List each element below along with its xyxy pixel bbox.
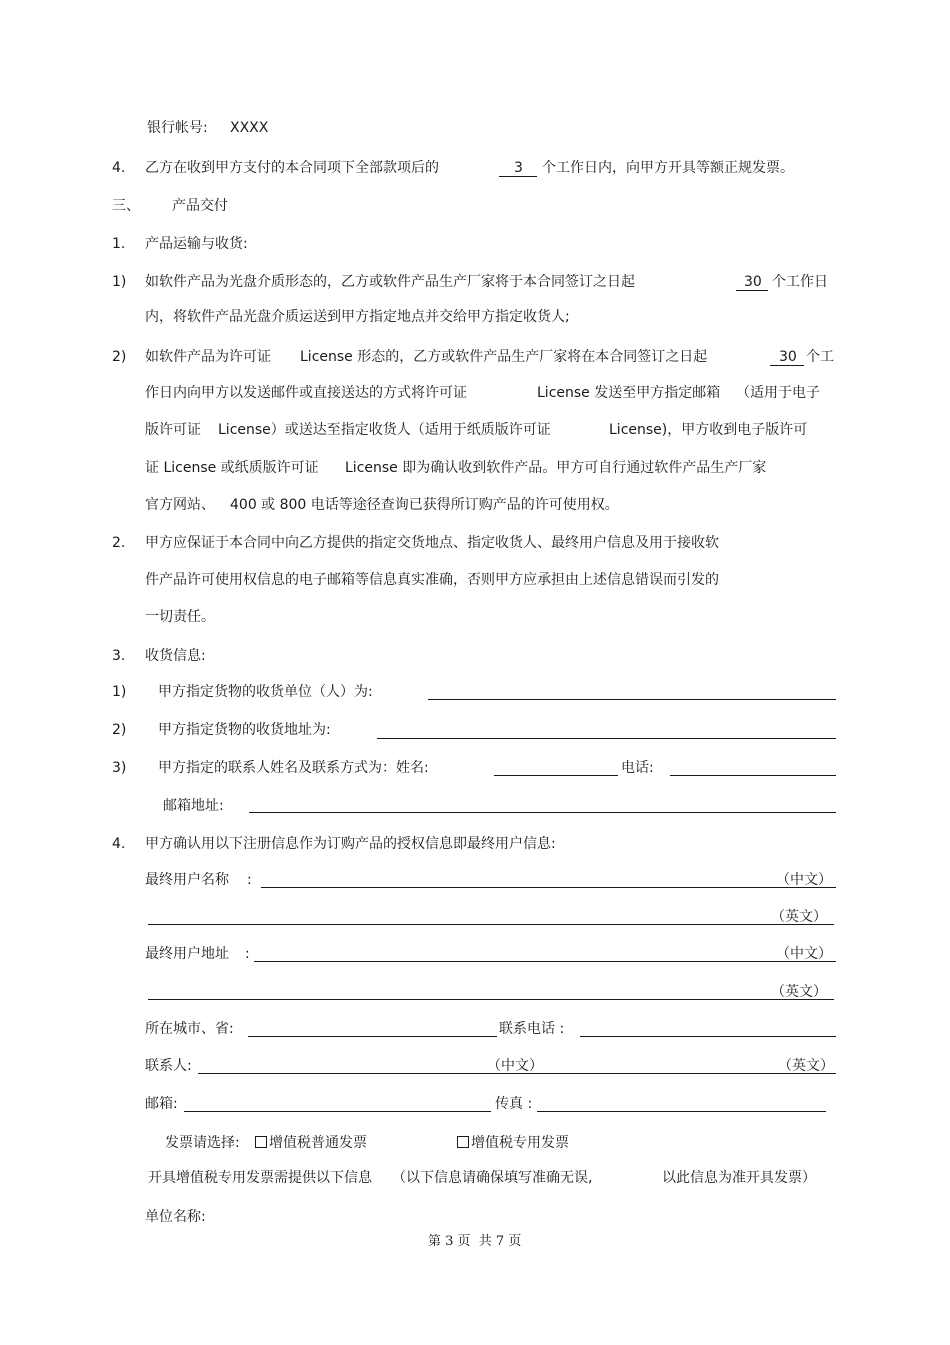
invoice-option-normal-label: 增值税普通发票: [269, 1135, 367, 1151]
enduser-name-cn-field[interactable]: [261, 887, 836, 888]
contact-label: 联系人:: [145, 1058, 192, 1074]
underline: [499, 176, 537, 177]
fax-field[interactable]: [537, 1111, 826, 1112]
invoice-terms-text: 乙方在收到甲方支付的本合同项下全部款项后的: [145, 160, 439, 176]
enduser-name-label: 最终用户名称: [145, 872, 229, 888]
contact-name-label: 甲方指定的联系人姓名及联系方式为：姓名:: [158, 760, 429, 776]
disc-text-2: 内，将软件产品光盘介质运送到甲方指定地点并交给甲方指定收货人;: [145, 309, 570, 325]
license-text: 个工: [806, 349, 834, 365]
license-text: License 发送至甲方指定邮箱: [537, 385, 721, 401]
license-days: 30: [779, 349, 797, 365]
english-tag: （英文）: [771, 909, 827, 925]
address-field[interactable]: [377, 738, 836, 739]
colon: :: [245, 946, 250, 962]
chinese-tag: （中文）: [487, 1058, 543, 1074]
address-label: 甲方指定货物的收货地址为:: [158, 722, 331, 738]
english-tag: （英文）: [771, 984, 827, 1000]
phone-field[interactable]: [670, 775, 836, 776]
fax-label: 传真 :: [495, 1096, 533, 1112]
contact-name-field[interactable]: [494, 775, 618, 776]
invoice-option-special[interactable]: [457, 1134, 569, 1152]
enduser-address-label: 最终用户地址: [145, 946, 229, 962]
sub-item-number: 1): [112, 684, 127, 700]
guarantee-text: 甲方应保证于本合同中向乙方提供的指定交货地点、指定收货人、最终用户信息及用于接收软: [145, 535, 719, 551]
english-tag: （英文）: [778, 1058, 834, 1074]
city-label: 所在城市、省:: [145, 1021, 234, 1037]
enduser-name-en-field[interactable]: [148, 924, 834, 925]
sub-item-number: 3): [112, 760, 127, 776]
item-number: 4.: [112, 836, 126, 852]
invoice-note: （以下信息请确保填写准确无误,: [392, 1170, 593, 1186]
city-field[interactable]: [248, 1036, 497, 1037]
sub-item-number: 1): [112, 274, 127, 290]
checkbox-icon[interactable]: [457, 1136, 469, 1148]
page-number: 第 3 页 共 7 页: [428, 1234, 522, 1249]
disc-days: 30: [744, 274, 762, 290]
mail-field[interactable]: [184, 1111, 491, 1112]
consignee-field[interactable]: [428, 699, 836, 700]
receipt-title: 收货信息:: [145, 648, 206, 664]
guarantee-text: 一切责任。: [145, 609, 215, 625]
invoice-days: 3: [514, 160, 523, 176]
bank-label: 银行帐号:: [147, 120, 208, 136]
invoice-terms-text-2: 个工作日内，向甲方开具等额正规发票。: [542, 160, 794, 176]
underline: [770, 365, 804, 366]
invoice-note: 开具增值税专用发票需提供以下信息: [148, 1170, 372, 1186]
enduser-address-en-field[interactable]: [148, 999, 834, 1000]
underline: [736, 290, 768, 291]
phone-label: 电话:: [621, 760, 654, 776]
tel-label: 联系电话 :: [499, 1021, 565, 1037]
disc-text: 如软件产品为光盘介质形态的，乙方或软件产品生产厂家将于本合同签订之日起: [145, 274, 635, 290]
invoice-option-special-label: 增值税专用发票: [471, 1135, 569, 1151]
item-number: 1.: [112, 236, 126, 252]
guarantee-text: 件产品许可使用权信息的电子邮箱等信息真实准确，否则甲方应承担由上述信息错误而引发的: [145, 572, 719, 588]
invoice-choice-label: 发票请选择:: [165, 1135, 240, 1151]
sub-item-number: 2): [112, 349, 127, 365]
license-text: License)，甲方收到电子版许可: [609, 422, 808, 438]
license-text: License 形态的，乙方或软件产品生产厂家将在本合同签订之日起: [300, 349, 708, 365]
chinese-tag: （中文）: [776, 872, 832, 888]
sub-item-number: 2): [112, 722, 127, 738]
mail-label: 邮箱:: [145, 1096, 178, 1112]
item-number: 3.: [112, 648, 126, 664]
license-text: （适用于电子: [736, 385, 820, 401]
license-text: 如软件产品为许可证: [145, 349, 271, 365]
disc-text-b: 个工作日: [772, 274, 828, 290]
enduser-address-cn-field[interactable]: [254, 961, 836, 962]
license-text: 400 或 800 电话等途径查询已获得所订购产品的许可使用权。: [230, 497, 619, 513]
license-text: 作日内向甲方以发送邮件或直接送达的方式将许可证: [145, 385, 467, 401]
consignee-label: 甲方指定货物的收货单位（人）为:: [158, 684, 373, 700]
transport-title: 产品运输与收货:: [145, 236, 248, 252]
license-text: License 即为确认收到软件产品。甲方可自行通过软件产品生产厂家: [345, 460, 767, 476]
section-title: 产品交付: [172, 198, 228, 214]
invoice-note: 以此信息为准开具发票）: [662, 1170, 816, 1186]
license-text: 官方网站、: [145, 497, 215, 513]
email-field[interactable]: [249, 812, 836, 813]
tel-field[interactable]: [580, 1036, 836, 1037]
license-text: 证 License 或纸质版许可证: [145, 460, 319, 476]
section-number: 三、: [112, 198, 140, 214]
item-number: 4.: [112, 160, 126, 176]
invoice-option-normal[interactable]: [255, 1134, 367, 1152]
email-label: 邮箱地址:: [163, 798, 224, 814]
chinese-tag: （中文）: [776, 946, 832, 962]
license-text: 版许可证: [145, 422, 201, 438]
license-text: License）或送达至指定收货人（适用于纸质版许可证: [218, 422, 551, 438]
checkbox-icon[interactable]: [255, 1136, 267, 1148]
enduser-title: 甲方确认用以下注册信息作为订购产品的授权信息即最终用户信息:: [145, 836, 556, 852]
unit-name-label: 单位名称:: [145, 1209, 206, 1225]
bank-value: XXXX: [230, 120, 269, 136]
colon: :: [247, 872, 252, 888]
item-number: 2.: [112, 535, 126, 551]
